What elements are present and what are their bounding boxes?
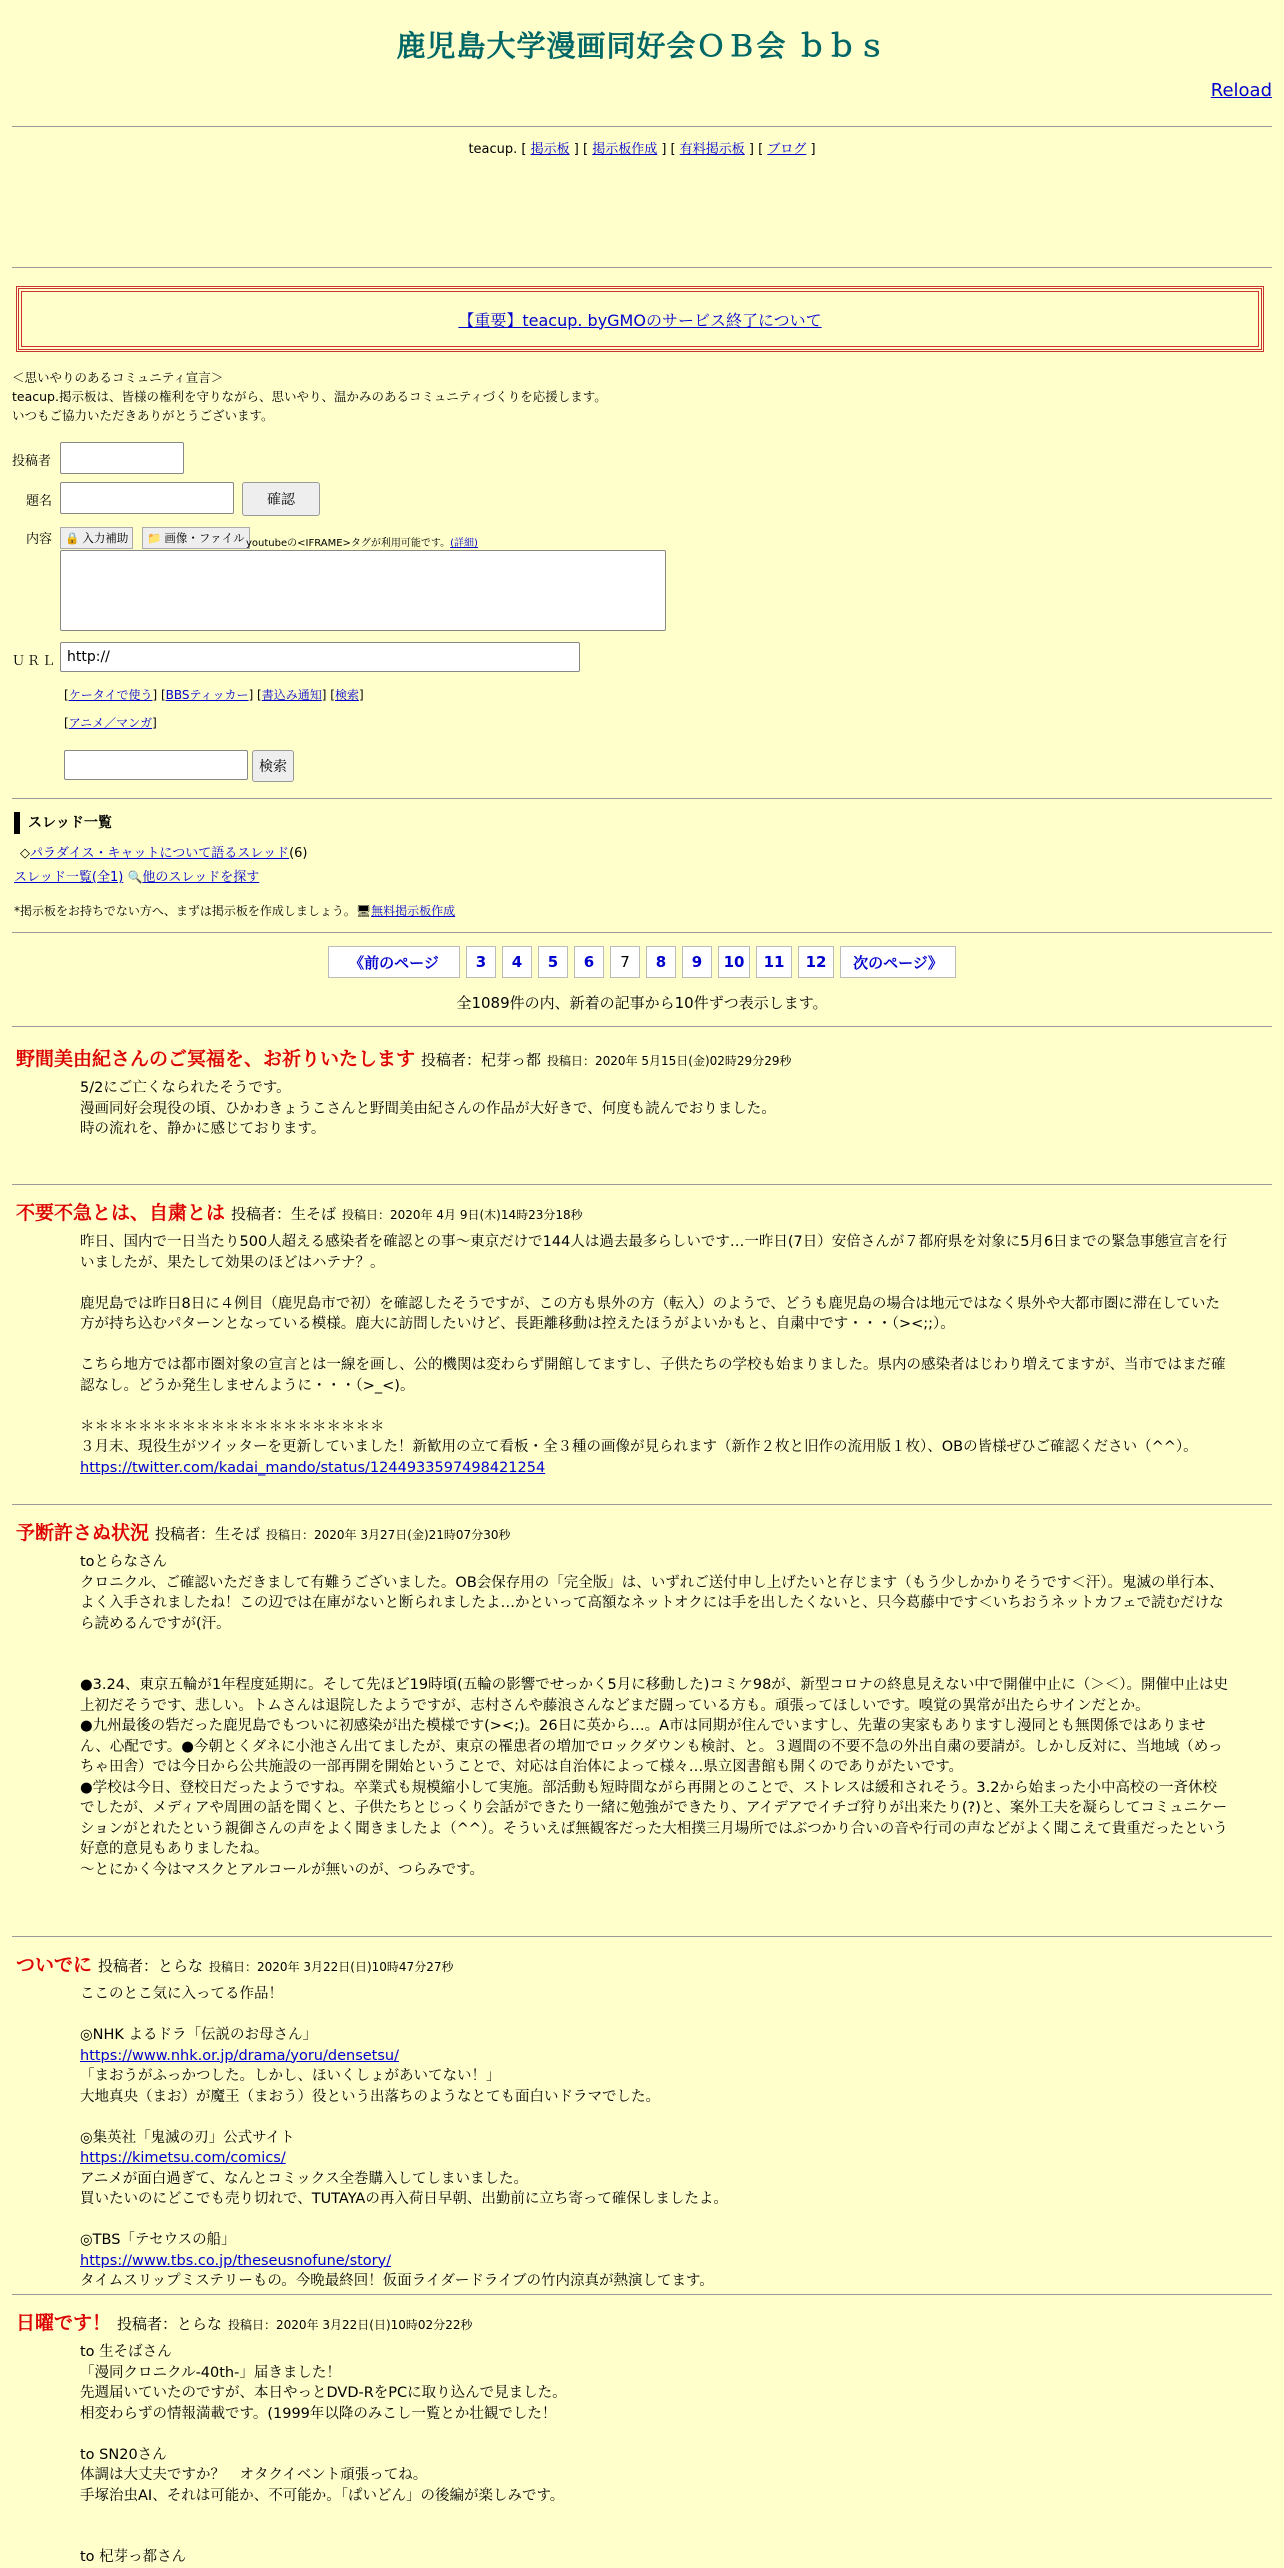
post-line: ◎集英社「鬼滅の刃」公式サイト bbox=[80, 2129, 295, 2146]
subject-input[interactable] bbox=[60, 482, 234, 514]
nav-paid-link[interactable]: 有料掲示板 bbox=[679, 142, 745, 157]
notify-link[interactable]: 書込み通知 bbox=[261, 688, 322, 702]
divider bbox=[12, 798, 1272, 799]
post-line: 5/2にご亡くなられたそうです。 bbox=[80, 1080, 291, 1096]
page-button[interactable]: 4 bbox=[502, 946, 532, 978]
post-line: to 杞芽っ都さん bbox=[80, 2549, 187, 2565]
page-button[interactable]: 6 bbox=[574, 946, 604, 978]
poster-label: 投稿者 bbox=[12, 454, 52, 469]
service-notice-box bbox=[16, 286, 1264, 352]
post-title: 日曜です！ 投稿者：とらな 投稿日：2020年 3月22日(日)10時02分22秒 bbox=[16, 2312, 473, 2334]
search-input[interactable] bbox=[64, 750, 248, 780]
prev-page-button[interactable]: 《前のページ bbox=[328, 946, 460, 978]
thread-link[interactable]: パラダイス・キャットについて語るスレッド bbox=[30, 846, 290, 861]
post-line: to 生そばさん bbox=[80, 2344, 172, 2360]
thread-item: ◇パラダイス・キャットについて語るスレッド(6) bbox=[20, 846, 308, 861]
kimetsu-link[interactable]: https://kimetsu.com/comics/ bbox=[80, 2150, 286, 2166]
page-button[interactable]: 3 bbox=[466, 946, 496, 978]
input-assist-icon: 🔒 bbox=[65, 531, 80, 545]
free-bbs-link[interactable]: 無料掲示板作成 bbox=[371, 904, 456, 918]
post-title: ついでに 投稿者：とらな 投稿日：2020年 3月22日(日)10時47分27秒 bbox=[16, 1954, 454, 1976]
category-links: [アニメ／マンガ] bbox=[64, 716, 157, 730]
content-textarea[interactable] bbox=[60, 550, 666, 631]
post-body bbox=[80, 1078, 1230, 1140]
other-threads-link[interactable]: 他のスレッドを探す bbox=[142, 870, 260, 885]
post-date: 投稿日：2020年 3月22日(日)10時47分27秒 bbox=[209, 1960, 454, 1974]
iframe-detail-link[interactable]: (詳細) bbox=[450, 538, 478, 549]
post-line: ～とにかく今はマスクとアルコールが無いのが、つらみです。 bbox=[80, 1861, 484, 1878]
next-page-button[interactable]: 次のページ》 bbox=[840, 946, 956, 978]
brand-label: teacup. bbox=[468, 142, 518, 157]
post-author: 投稿者：生そば bbox=[155, 1525, 261, 1543]
url-label: ＵＲＬ bbox=[12, 654, 58, 669]
iframe-note: youtubeの<IFRAME>タグが利用可能です。(詳細) bbox=[246, 538, 478, 549]
post-count: 全1089件の内、新着の記事から10件ずつ表示します。 bbox=[456, 994, 828, 1012]
post-line: アニメが面白過ぎて、なんとコミックス全巻購入してしまいました。 bbox=[80, 2170, 529, 2187]
declaration-line: teacup.掲示板は、皆様の権利を守りながら、思いやり、温かみのあるコミュニティづくりを応援します。 bbox=[12, 389, 607, 404]
post-line: ●3.24、東京五輪が1年程度延期に。そして先ほど19時頃(五輪の影響でせっかく5月に移動した)コミケ98が、新型コロナの終息見えない中で開催中止に（＞＜）。開催中止は史上初だそうです、悲しい。トムさんは退院したようですが、志村さんや藤浪さんなどまだ闘っている方も。頑張ってほしいです。嗅覚の異常が出たらサインだとか。 bbox=[80, 1677, 1229, 1714]
post-date: 投稿日：2020年 4月 9日(木)14時23分18秒 bbox=[342, 1208, 583, 1222]
post-line: 時の流れを、静かに感じております。 bbox=[80, 1121, 326, 1137]
page-button[interactable]: 5 bbox=[538, 946, 568, 978]
post-line: 先週届いていたのですが、本日やっとDVD-RをPCに取り込んで見ました。 bbox=[80, 2385, 567, 2401]
declaration-line: いつもご協力いただきありがとうございます。 bbox=[12, 408, 274, 423]
post-line: ●九州最後の砦だった鹿児島でもついに初感染が出た模様です(><;)。26日に英から…。A市は同期が住んでいますし、先輩の実家もありますし漫同とも無関係ではありません、心配です。●今朝とくダネに小池さん出てましたが、東京の罹患者の増加でロックダウンも検討、と。３週間の不要不急の外出自粛の要請が。しかし反対に、当地域（めっちゃ田舎）では今日から公共施設の一部再開を開始ということで、対応は自治体によって様々…県立図書館も開くのでありがたいです。 bbox=[80, 1718, 1223, 1775]
post-line: ＊＊＊＊＊＊＊＊＊＊＊＊＊＊＊＊＊＊＊＊＊ bbox=[80, 1418, 385, 1435]
post-body bbox=[80, 1984, 1230, 2292]
divider bbox=[12, 932, 1272, 933]
post-line: ◎TBS「テセウスの船」 bbox=[80, 2232, 236, 2248]
divider bbox=[12, 2294, 1272, 2295]
post-author: 投稿者：杞芽っ都 bbox=[421, 1051, 542, 1069]
post-line: 体調は大丈夫ですか？ オタクイベント頑張ってね。 bbox=[80, 2467, 428, 2483]
page-button[interactable]: 8 bbox=[646, 946, 676, 978]
post-line: to SN20さん bbox=[80, 2446, 167, 2463]
service-notice-link[interactable]: 【重要】teacup. byGMOのサービス終了について bbox=[458, 310, 822, 330]
pagination bbox=[0, 946, 1284, 978]
post-line: 昨日、国内で一日当たり500人超える感染者を確認との事～東京だけで144人は過去最多らしいです…一昨日(7日）安倍さんが７都府県を対象に5月6日までの緊急事態宣言を行いましたが、果たして効果のほどはハテナ？。 bbox=[80, 1234, 1228, 1271]
twitter-link[interactable]: https://twitter.com/kadai_mando/status/1244933597498421254 bbox=[80, 1459, 546, 1476]
post-line: 手塚治虫AI、それは可能か、不可能か。「ぱいどん」の後編が楽しみです。 bbox=[80, 2487, 565, 2504]
post-author: 投稿者：とらな bbox=[117, 2315, 223, 2333]
post-line: 「漫同クロニクル-40th-」届きました！ bbox=[80, 2364, 341, 2381]
promo: *掲示板をお持ちでない方へ、まずは掲示板を作成しましょう。🖥無料掲示板作成 bbox=[14, 904, 456, 918]
post-author: 投稿者：生そば bbox=[231, 1205, 337, 1223]
post-body bbox=[80, 1232, 1230, 1478]
nav-create-link[interactable]: 掲示板作成 bbox=[592, 142, 658, 157]
mobile-link[interactable]: ケータイで使う bbox=[68, 688, 153, 702]
nhk-link[interactable]: https://www.nhk.or.jp/drama/yoru/densetsu/ bbox=[80, 2047, 399, 2064]
content-label: 内容 bbox=[26, 532, 53, 547]
post-line: クロニクル、ご確認いただきまして有難うございました。OB会保存用の「完全版」は、いずれご送付申し上げたいと存じます（もう少しかかりそうです＜汗）。鬼滅の単行本、よく入手されましたね！この辺では在庫がないと断られましたよ…かといって高額なネットオクには手を出したくないと、只今葛藤中です＜いちおうネットカフェで読むだけなら読めるんですが(汗。 bbox=[80, 1574, 1224, 1632]
thread-list-heading: スレッド一覧 bbox=[14, 812, 112, 834]
nav-blog-link[interactable]: ブログ bbox=[767, 142, 807, 157]
divider bbox=[12, 1504, 1272, 1505]
tool-links: [ケータイで使う] [BBSティッカー] [書込み通知] [検索] bbox=[64, 688, 364, 702]
post-line: ３月末、現役生がツイッターを更新していました！新歓用の立て看板・全３種の画像が見られます（新作２枚と旧作の流用版１枚）、OBの皆様ぜひご確認ください（^^）。 bbox=[80, 1439, 1198, 1455]
post-date: 投稿日：2020年 5月15日(金)02時29分29秒 bbox=[547, 1054, 792, 1068]
post-line: toとらなさん bbox=[80, 1554, 168, 1570]
divider bbox=[12, 1026, 1272, 1027]
post-line: 鹿児島では昨日8日に４例目（鹿児島市で初）を確認したそうですが、この方も県外の方（転入）のようで、どうも鹿児島の場合は地元ではなく県外や大都市圏に滞在していた方が持ち込むパターンとなっている模様。鹿大に訪問したいけど、長距離移動は控えたほうがよいかもと、自粛中です・・・（><;;）。 bbox=[80, 1295, 1220, 1332]
poster-input[interactable] bbox=[60, 442, 184, 474]
divider bbox=[12, 1936, 1272, 1937]
post-line: こちら地方では都市圏対象の宣言とは一線を画し、公的機関は変わらず開館してますし、子供たちの学校も始まりました。県内の感染者はじわり増えてますが、当市ではまだ確認なし。どうか発生しませんように・・・（>_<)。 bbox=[80, 1357, 1226, 1394]
subject-label: 題名 bbox=[26, 494, 53, 509]
url-input[interactable]: http:// bbox=[60, 642, 580, 672]
post-title: 予断許さぬ状況 投稿者：生そば 投稿日：2020年 3月27日(金)21時07分30秒 bbox=[16, 1522, 511, 1544]
post-title: 野間美由紀さんのご冥福を、お祈りいたします 投稿者：杞芽っ都 投稿日：2020年 5月15日(金)02時29分29秒 bbox=[16, 1048, 792, 1070]
post-line: 「まおうがふっかつした。しかし、ほいくしょがあいてない！」 bbox=[80, 2068, 501, 2084]
divider bbox=[12, 267, 1272, 268]
all-threads-link[interactable]: スレッド一覧(全1) bbox=[14, 870, 124, 885]
thread-nav bbox=[14, 866, 259, 885]
post-body bbox=[80, 1552, 1230, 1880]
divider bbox=[12, 126, 1272, 127]
post-line: ◎NHK よるドラ「伝説のお母さん」 bbox=[80, 2027, 318, 2043]
page-button[interactable]: 9 bbox=[682, 946, 712, 978]
divider bbox=[12, 1184, 1272, 1185]
post-date: 投稿日：2020年 3月22日(日)10時02分22秒 bbox=[228, 2318, 473, 2332]
anime-manga-link[interactable]: アニメ／マンガ bbox=[68, 716, 153, 730]
community-declaration bbox=[12, 368, 607, 425]
folder-icon: 📁 bbox=[147, 531, 162, 545]
post-line: 漫画同好会現役の頃、ひかわきょうこさんと野間美由紀さんの作品が大好きで、何度も読んでおりました。 bbox=[80, 1100, 776, 1117]
current-page: 7 bbox=[610, 946, 640, 978]
bbs-icon: 🖥 bbox=[355, 904, 372, 918]
declaration-line: ＜思いやりのあるコミュニティ宣言＞ bbox=[12, 370, 224, 385]
page-button[interactable]: 12 bbox=[798, 946, 834, 978]
top-nav: teacup. [ 掲示板 ] [ 掲示板作成 ] [ 有料掲示板 ] [ ブログ ] bbox=[468, 142, 816, 157]
post-title: 不要不急とは、自粛とは 投稿者：生そば 投稿日：2020年 4月 9日(木)14時23分18秒 bbox=[16, 1202, 583, 1224]
page-button[interactable]: 10 bbox=[718, 946, 750, 978]
confirm-button[interactable]: 確認 bbox=[242, 482, 320, 516]
post-line: タイムスリップミステリーもの。今晩最終回！仮面ライダードライブの竹内涼真が熱演してます。 bbox=[80, 2273, 714, 2289]
post-line: 相変わらずの情報満載です。(1999年以降のみこし一覧とか壮観でした！ bbox=[80, 2405, 557, 2422]
reload-link[interactable]: Reload bbox=[1210, 80, 1272, 101]
nav-bbs-link[interactable]: 掲示板 bbox=[530, 142, 570, 157]
ticker-link[interactable]: BBSティッカー bbox=[165, 688, 249, 702]
post-line: ●学校は今日、登校日だったようですね。卒業式も規模縮小して実施。部活動も短時間ながら再開とのことで、ストレスは緩和されそう。3.2から始まった小中高校の一斉休校でしたが、メディアや周囲の話を聞くと、子供たちとじっくり会話ができたり一緒に勉強ができたり、アイデアでイチゴ狩りが出来たり(?)と、案外工夫を凝らしてコミュニケーションがとれたという親御さんの声をよく聞きましたよ（^^）。そういえば無観客だった大相撲三月場所ではぶつかり合いの音や行司の声などがよく聞こえて貴重だったという好意的意見もありましたね。 bbox=[80, 1779, 1228, 1857]
post-line: 大地真央（まお）が魔王（まおう）役という出落ちのようなとても面白いドラマでした。 bbox=[80, 2088, 660, 2105]
post-date: 投稿日：2020年 3月27日(金)21時07分30秒 bbox=[266, 1528, 511, 1542]
search-link[interactable]: 検索 bbox=[334, 688, 359, 702]
page-button[interactable]: 11 bbox=[756, 946, 792, 978]
tbs-link[interactable]: https://www.tbs.co.jp/theseusnofune/story/ bbox=[80, 2252, 392, 2269]
search-icon: 🔍 bbox=[127, 870, 143, 884]
post-line: 買いたいのにどこでも売り切れで、TUTAYAの再入荷日早朝、出勤前に立ち寄って確保しましたよ。 bbox=[80, 2191, 728, 2207]
input-assist-button[interactable]: 🔒 入力補助 bbox=[60, 527, 133, 549]
search-button[interactable]: 検索 bbox=[252, 750, 294, 782]
post-body bbox=[80, 2342, 1230, 2568]
page-title: 鹿児島大学漫画同好会ＯＢ会 ｂｂｓ bbox=[396, 29, 888, 63]
post-line: ここのとこ気に入ってる作品！ bbox=[80, 1986, 283, 2002]
image-file-button[interactable]: 📁 画像・ファイル bbox=[142, 527, 250, 549]
post-author: 投稿者：とらな bbox=[98, 1957, 204, 1975]
